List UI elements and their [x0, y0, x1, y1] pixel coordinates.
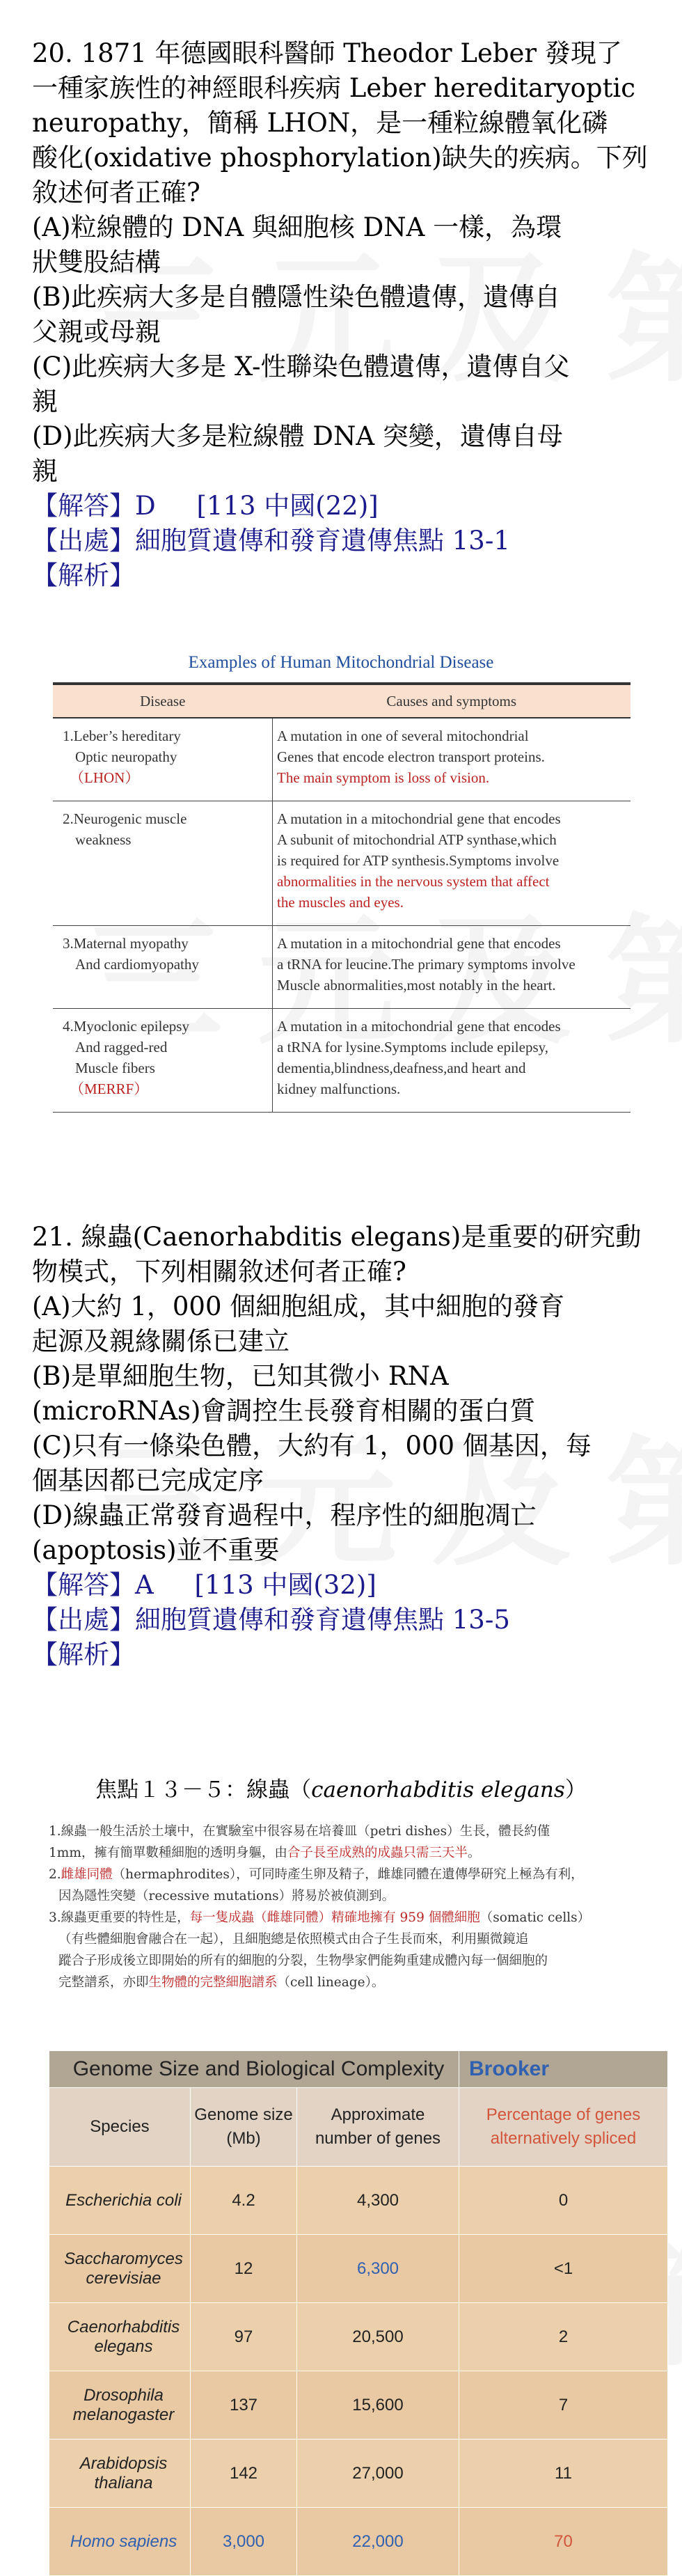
note-highlight: 合子長至成熟的成蟲只需三天半 — [287, 1846, 468, 1860]
note-text: （hermaphrodites），可同時產生卵及精子，雌雄同體在遺傳學研究上極為有利， — [112, 1867, 584, 1882]
q20-stem-line: 20. 1871 年德國眼科醫師 Theodor Leber 發現了 — [32, 38, 622, 68]
cause-line: the muscles and eyes. — [277, 894, 404, 911]
genome-size-cell: 3,000 — [191, 2508, 297, 2576]
note-highlight: 雌雄同體 — [61, 1867, 113, 1882]
q20-option-line: (B)此疾病大多是自體隱性染色體遺傳，遺傳自 — [32, 282, 561, 312]
gene-count-cell: 27,000 — [297, 2440, 459, 2508]
q21-option-line: (microRNAs)會調控生長發育相關的蛋白質 — [32, 1396, 536, 1426]
q20-option-line: 父親或母親 — [32, 317, 161, 347]
species-cell — [49, 2440, 191, 2508]
disease-abbrev: （MERRF） — [70, 1081, 149, 1097]
q21-stem-line: 21. 線蟲(Caenorhabditis elegans)是重要的研究動 — [32, 1222, 642, 1252]
q21-option-line: (C)只有一條染色體，大約有 1，000 個基因，每 — [32, 1431, 592, 1461]
q20-option-line: (A)粒線體的 DNA 與細胞核 DNA 一樣，為環 — [32, 212, 562, 242]
splice-pct-cell: 70 — [459, 2508, 668, 2576]
cause-line: A subunit of mitochondrial ATP synthase,which — [277, 831, 557, 848]
q20-explain-label: 【解析】 — [32, 560, 135, 590]
table-header: Disease — [53, 684, 273, 718]
cause-line: Genes that encode electron transport proteins. — [277, 748, 545, 765]
focus-title-text: 焦點１３－５：線蟲（ — [95, 1777, 312, 1803]
genome-size-cell: 142 — [191, 2440, 297, 2508]
note-text: （somatic cells） — [479, 1910, 591, 1925]
cause-line: A mutation in a mitochondrial gene that encodes — [277, 810, 561, 827]
cause-line: is required for ATP synthesis.Symptoms involve — [277, 852, 560, 869]
q21-option-line: (D)線蟲正常發育過程中，程序性的細胞凋亡 — [32, 1500, 537, 1530]
question-20 — [32, 36, 658, 593]
disease-name: And cardiomyopathy — [75, 956, 199, 973]
header-line: alternatively spliced — [490, 2129, 637, 2148]
genome-table — [49, 2050, 668, 2576]
genome-table-brand: Brooker — [459, 2051, 668, 2088]
q20-stem-line: 酸化(oxidative phosphorylation)缺失的疾病。下列 — [32, 143, 648, 173]
gene-count-cell: 22,000 — [297, 2508, 459, 2576]
answer-source: [113 中國(32)] — [194, 1570, 376, 1600]
disease-name: And ragged-red — [75, 1039, 168, 1055]
q20-stem-line: neuropathy，簡稱 LHON，是一種粒線體氧化磷 — [32, 108, 608, 138]
q20-option-line: (D)此疾病大多是粒線體 DNA 突變，遺傳自母 — [32, 421, 563, 451]
note-text: 1mm，擁有簡單數種細胞的透明身軀，由 — [49, 1846, 287, 1860]
table-row — [53, 926, 631, 1009]
q21-explain-label: 【解析】 — [32, 1640, 135, 1670]
disease-name: 3.Maternal myopathy — [63, 935, 189, 952]
table-row — [49, 2440, 668, 2508]
table-row — [49, 2303, 668, 2371]
table-header: Causes and symptoms — [273, 684, 631, 718]
species-name: Saccharomyces — [64, 2249, 183, 2268]
source-label: 【出處】 — [32, 1605, 135, 1635]
note-2 — [49, 1864, 647, 1907]
answer-value: D — [135, 491, 156, 521]
cause-line: a tRNA for lysine.Symptoms include epilepsy, — [277, 1039, 549, 1055]
disease-table-caption: Examples of Human Mitochondrial Disease — [188, 653, 494, 672]
source-value: 細胞質遺傳和發育遺傳焦點 13-5 — [135, 1605, 510, 1635]
cause-line: A mutation in one of several mitochondrial — [277, 728, 529, 744]
header-line: Approximate — [331, 2105, 425, 2124]
q20-option-line: (C)此疾病大多是 X-性聯染色體遺傳，遺傳自父 — [32, 352, 570, 382]
note-text: 蹤合子形成後立即開始的所有的細胞的分裂，生物學家們能夠重建成體內每一個細胞的 — [58, 1954, 548, 1968]
source-label: 【出處】 — [32, 526, 135, 556]
header-line: Genome size — [194, 2105, 293, 2124]
q20-source — [32, 524, 658, 558]
species-name: elegans — [94, 2337, 153, 2356]
note-3 — [49, 1907, 647, 1993]
q20-stem-line: 敘述何者正確? — [32, 178, 200, 207]
q21-answer — [32, 1568, 658, 1603]
question-21 — [32, 1220, 658, 1672]
table-row — [53, 718, 631, 801]
species-name: Drosophila — [84, 2385, 164, 2405]
gene-count-cell: 6,300 — [297, 2235, 459, 2303]
table-row — [49, 2167, 668, 2235]
table-header — [191, 2088, 297, 2167]
disease-name: 1.Leber’s hereditary — [63, 728, 181, 744]
focus-notes — [49, 1821, 647, 1993]
table-row — [53, 801, 631, 926]
gene-count-cell: 20,500 — [297, 2303, 459, 2371]
species-cell — [49, 2371, 191, 2440]
table-row — [49, 2371, 668, 2440]
header-line: number of genes — [315, 2129, 441, 2148]
species-name: Escherichia coli — [65, 2190, 182, 2210]
species-cell — [49, 2508, 191, 2576]
header-line: (Mb) — [226, 2129, 261, 2148]
q21-option-line: (B)是單細胞生物，已知其微小 RNA — [32, 1361, 449, 1391]
splice-pct-cell: 7 — [459, 2371, 668, 2440]
disease-name: Optic neuropathy — [75, 748, 177, 765]
table-row — [49, 2508, 668, 2576]
note-highlight: 生物體的完整細胞譜系 — [148, 1975, 278, 1990]
table-header — [297, 2088, 459, 2167]
species-cell — [49, 2235, 191, 2303]
note-text: （有些體細胞會融合在一起），且細胞總是依照模式由合子生長而來，利用顯微鏡追 — [58, 1932, 529, 1947]
answer-value: A — [135, 1570, 154, 1600]
disease-name: weakness — [75, 831, 132, 848]
note-text: 3.線蟲更重要的特性是， — [49, 1910, 190, 1925]
cause-line: The main symptom is loss of vision. — [277, 769, 490, 786]
q21-stem-line: 物模式，下列相關敘述何者正確? — [32, 1257, 406, 1287]
cause-line: kidney malfunctions. — [277, 1081, 401, 1097]
genome-size-cell: 97 — [191, 2303, 297, 2371]
note-text: 2. — [49, 1867, 61, 1882]
note-text: 1.線蟲一般生活於土壤中，在實驗室中很容易在培養皿（petri dishes）生長，體長約僅 — [49, 1824, 550, 1839]
answer-label: 【解答】 — [32, 491, 135, 521]
disease-name: Muscle fibers — [75, 1060, 155, 1076]
species-name: thaliana — [94, 2473, 153, 2492]
q20-option-line: 親 — [32, 456, 58, 486]
note-highlight: 每一隻成蟲（雌雄同體）精確地擁有 959 個體細胞 — [189, 1910, 480, 1925]
splice-pct-cell: 0 — [459, 2167, 668, 2235]
disease-name: 2.Neurogenic muscle — [63, 810, 187, 827]
q20-stem-line: 一種家族性的神經眼科疾病 Leber hereditaryoptic — [32, 73, 635, 103]
focus-title — [0, 1772, 682, 1803]
splice-pct-cell: 2 — [459, 2303, 668, 2371]
table-header — [459, 2088, 668, 2167]
source-value: 細胞質遺傳和發育遺傳焦點 13-1 — [135, 526, 510, 556]
q20-option-line: 狀雙股結構 — [32, 247, 161, 277]
note-text: 完整譜系，亦即 — [58, 1975, 149, 1990]
genome-size-cell: 12 — [191, 2235, 297, 2303]
cause-line: dementia,blindness,deafness,and heart and — [277, 1060, 526, 1076]
cause-line: a tRNA for leucine.The primary symptoms involve — [277, 956, 576, 973]
q21-option-line: 起源及親緣關係已建立 — [32, 1326, 290, 1356]
splice-pct-cell: <1 — [459, 2235, 668, 2303]
species-name: melanogaster — [72, 2405, 175, 2424]
q20-answer — [32, 489, 658, 524]
q20-option-line: 親 — [32, 386, 58, 416]
cause-line: abnormalities in the nervous system that affect — [277, 873, 550, 890]
cause-line: A mutation in a mitochondrial gene that encodes — [277, 1018, 561, 1035]
table-row — [49, 2235, 668, 2303]
species-name: Homo sapiens — [70, 2531, 177, 2551]
q21-source — [32, 1603, 658, 1638]
species-cell — [49, 2303, 191, 2371]
note-text: 。 — [467, 1846, 481, 1860]
table-row — [53, 1009, 631, 1113]
disease-name: 4.Myoclonic epilepsy — [63, 1018, 189, 1035]
species-name: cerevisiae — [86, 2268, 161, 2288]
species-cell — [49, 2167, 191, 2235]
table-header: Species — [49, 2088, 191, 2167]
gene-count-cell: 15,600 — [297, 2371, 459, 2440]
note-text: 因為隱性突變（recessive mutations）將易於被偵測到。 — [58, 1889, 395, 1903]
genome-table-title: Genome Size and Biological Complexity — [49, 2051, 459, 2088]
q21-option-line: 個基因都已完成定序 — [32, 1466, 264, 1495]
disease-table — [53, 682, 631, 1113]
q21-option-line: (apoptosis)並不重要 — [32, 1535, 280, 1565]
species-name: Arabidopsis — [79, 2453, 168, 2473]
species-name: Caenorhabditis — [67, 2317, 180, 2337]
cause-line: Muscle abnormalities,most notably in the heart. — [277, 977, 556, 994]
disease-abbrev: （LHON） — [70, 769, 140, 786]
note-text: （cell lineage）。 — [277, 1975, 385, 1990]
gene-count-cell: 4,300 — [297, 2167, 459, 2235]
answer-source: [113 中國(22)] — [196, 491, 379, 521]
cause-line: A mutation in a mitochondrial gene that encodes — [277, 935, 561, 952]
q21-option-line: (A)大約 1，000 個細胞組成，其中細胞的發育 — [32, 1291, 565, 1321]
answer-label: 【解答】 — [32, 1570, 135, 1600]
header-line: Percentage of genes — [486, 2105, 641, 2124]
focus-title-species: caenorhabditis elegans — [311, 1777, 565, 1803]
splice-pct-cell: 11 — [459, 2440, 668, 2508]
genome-size-cell: 4.2 — [191, 2167, 297, 2235]
note-1 — [49, 1821, 647, 1864]
focus-title-end: ） — [564, 1777, 587, 1803]
genome-size-cell: 137 — [191, 2371, 297, 2440]
